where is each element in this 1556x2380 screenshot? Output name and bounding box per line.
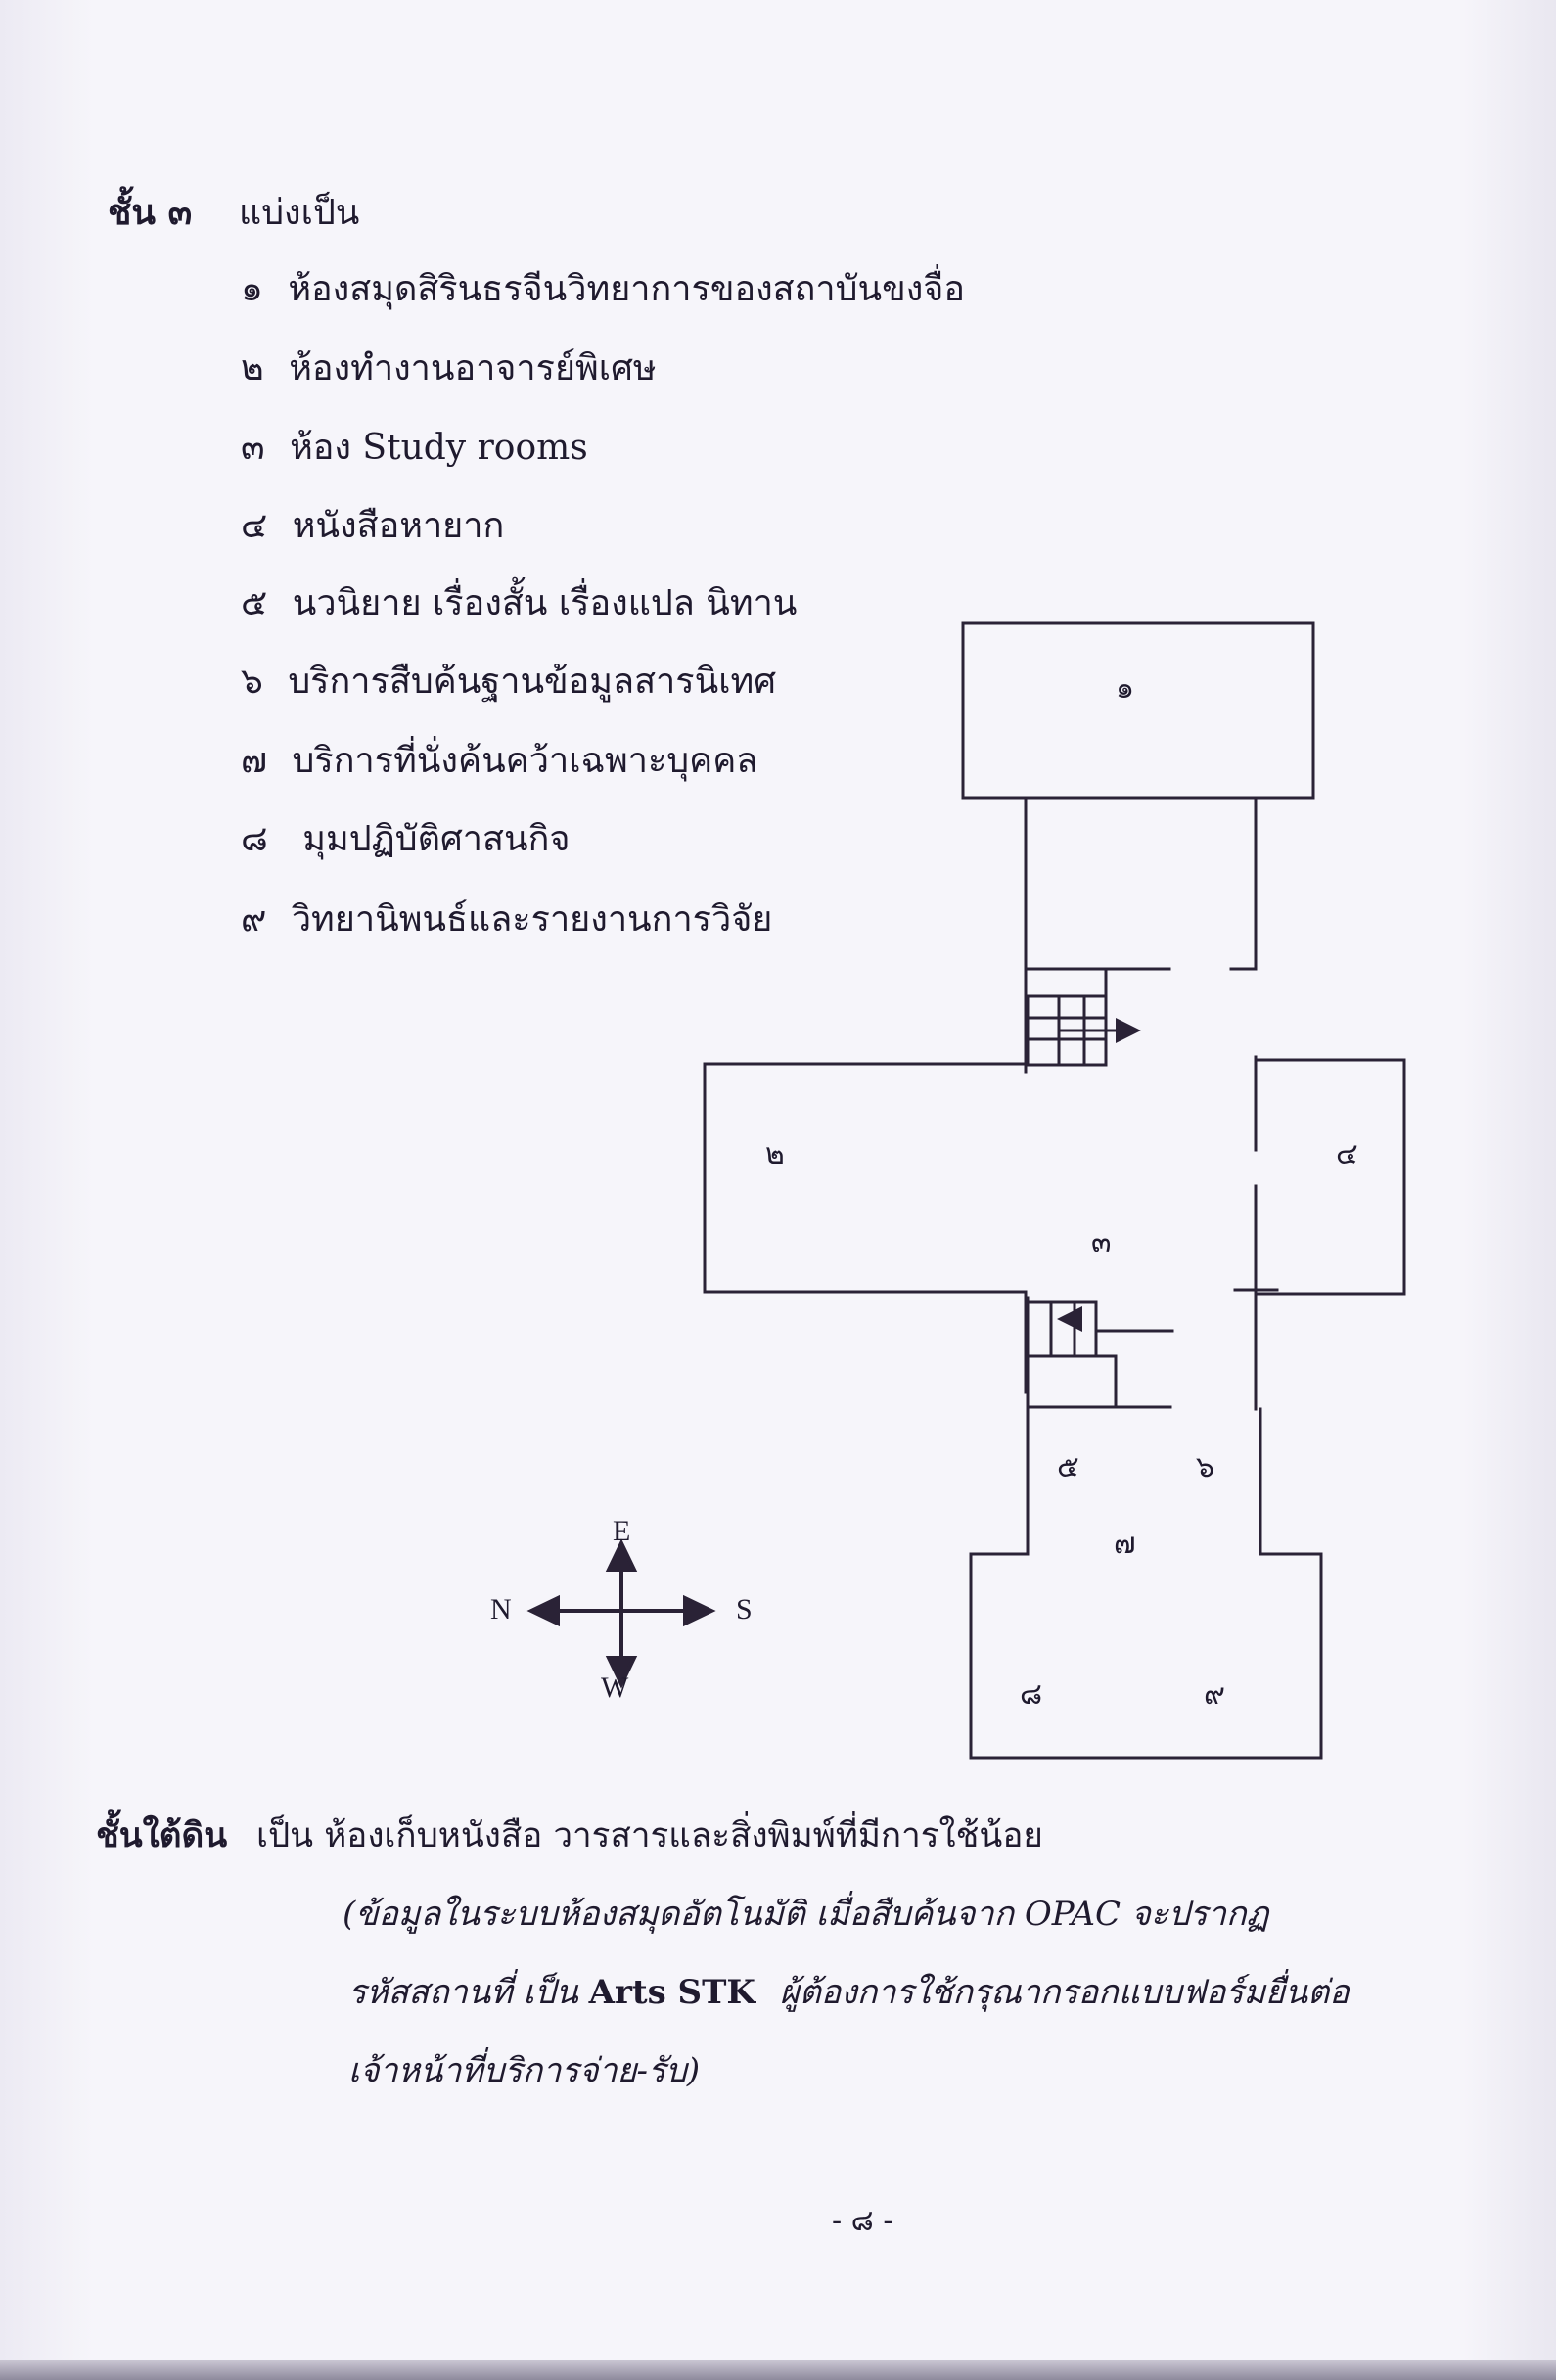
list-item-number: ๕	[241, 583, 268, 623]
compass-arrow-south	[685, 1598, 711, 1624]
room-label-7: ๗	[1114, 1527, 1136, 1561]
underground-note-line3: เจ้าหน้าที่บริการจ่าย-รับ)	[348, 2051, 701, 2090]
compass-west-label: W	[601, 1671, 629, 1704]
list-item-number: ๙	[241, 899, 267, 939]
scan-edge	[0, 2360, 1556, 2380]
room-label-4: ๔	[1336, 1137, 1358, 1171]
list-item-text: หนังสือหายาก	[292, 506, 505, 546]
room-label-8: ๘	[1020, 1677, 1043, 1712]
list-item-text: บริการสืบค้นฐานข้อมูลสารนิเทศ	[288, 662, 777, 702]
list-item-number: ๑	[241, 269, 263, 309]
list-item-text: ห้องสมุดสิรินธรจีนวิทยาการของสถาบันขงจื่อ	[288, 269, 966, 309]
list-item-text: มุมปฏิบัติศาสนกิจ	[302, 819, 571, 859]
room-label-3: ๓	[1091, 1225, 1112, 1259]
list-item-number: ๖	[241, 662, 263, 702]
floor3-label: ชั้น ๓	[108, 192, 193, 233]
list-item-number: ๘	[241, 819, 268, 859]
room-label-9: ๙	[1204, 1677, 1225, 1712]
underground-note-line2-prefix: รหัสสถานที่ เป็น	[348, 1973, 578, 2012]
compass-east-label: E	[613, 1515, 631, 1547]
list-item-text: วิทยานิพนธ์และรายงานการวิจัย	[291, 899, 773, 939]
underground-text: เป็น ห้องเก็บหนังสือ วารสารและสิ่งพิมพ์ที่มีการใช้น้อย	[256, 1816, 1043, 1855]
room-label-1: ๑	[1116, 671, 1135, 706]
list-item-number: ๔	[241, 506, 268, 546]
list-item-text: นวนิยาย เรื่องสั้น เรื่องแปล นิทาน	[292, 583, 798, 623]
page-number: - ๘ -	[832, 2204, 893, 2238]
list-item-number: ๒	[241, 348, 264, 389]
underground-label: ชั้นใต้ดิน	[96, 1815, 228, 1855]
list-item-number: ๓	[241, 428, 265, 468]
room-label-5: ๕	[1057, 1450, 1079, 1485]
underground-note-line1: (ข้อมูลในระบบห้องสมุดอัตโนมัติ เมื่อสืบค้นจาก OPAC จะปรากฏ	[343, 1895, 1269, 1934]
list-item-text: ห้องทำงานอาจารย์พิเศษ	[289, 348, 657, 389]
list-item-number: ๗	[241, 741, 268, 781]
underground-note-line2-suffix: ผู้ต้องการใช้กรุณากรอกแบบฟอร์มยื่นต่อ	[779, 1973, 1350, 2012]
room-label-6: ๖	[1196, 1450, 1215, 1485]
compass-arrow-north	[531, 1598, 558, 1624]
floor3-intro: แบ่งเป็น	[239, 193, 360, 233]
room-label-2: ๒	[765, 1137, 785, 1171]
list-item-text: บริการที่นั่งค้นคว้าเฉพาะบุคคล	[292, 741, 758, 781]
location-code: Arts STK	[588, 1973, 755, 2012]
underground-note-line2	[348, 1965, 1350, 2018]
compass-north-label: N	[490, 1593, 512, 1625]
list-item-text: ห้อง Study rooms	[290, 428, 588, 468]
compass-south-label: S	[736, 1593, 753, 1625]
